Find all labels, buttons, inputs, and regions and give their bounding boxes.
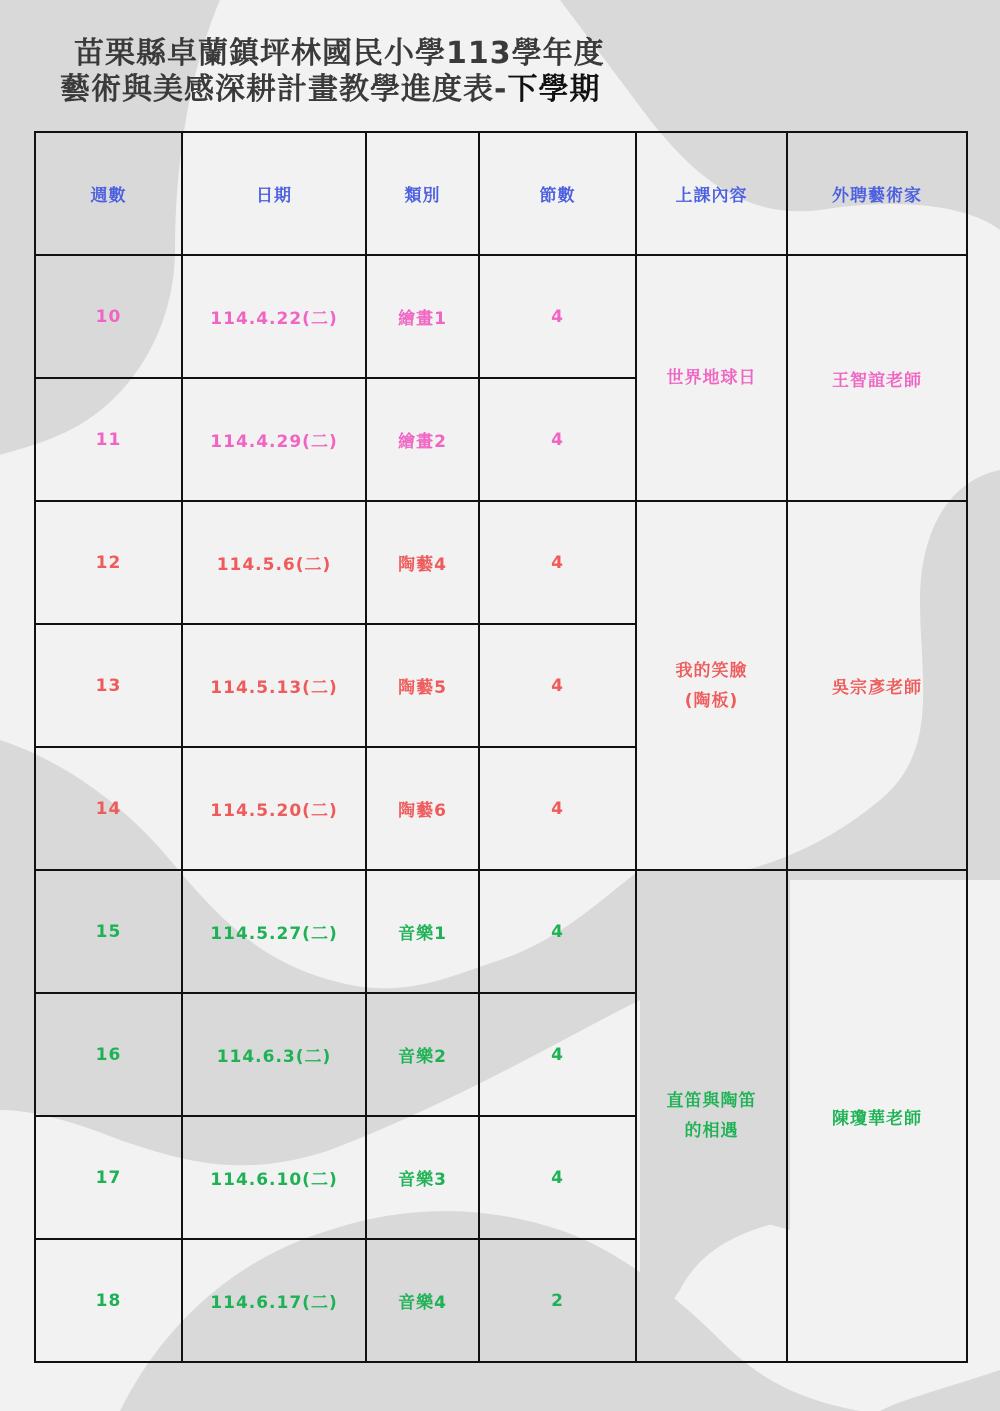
table-row	[35, 501, 967, 624]
page-title	[60, 36, 605, 108]
table-header-row	[35, 132, 967, 255]
category-cell: 陶藝4	[366, 501, 479, 624]
content-line-1: 我的笑臉	[675, 660, 748, 681]
header-week: 週數	[35, 132, 182, 255]
title-line-2	[60, 72, 605, 108]
category-cell: 音樂2	[366, 993, 479, 1116]
periods-cell: 4	[479, 501, 636, 624]
category-cell: 音樂1	[366, 870, 479, 993]
table-row	[35, 255, 967, 378]
week-cell: 10	[35, 255, 182, 378]
category-cell: 音樂4	[366, 1239, 479, 1362]
week-cell: 18	[35, 1239, 182, 1362]
header-category: 類別	[366, 132, 479, 255]
week-cell: 15	[35, 870, 182, 993]
category-cell: 陶藝5	[366, 624, 479, 747]
artist-cell: 吳宗彥老師	[787, 501, 967, 870]
periods-cell: 4	[479, 255, 636, 378]
week-cell: 12	[35, 501, 182, 624]
header-content: 上課內容	[636, 132, 787, 255]
header-artist: 外聘藝術家	[787, 132, 967, 255]
date-cell: 114.4.29(二)	[182, 378, 366, 501]
periods-cell: 4	[479, 378, 636, 501]
category-cell: 陶藝6	[366, 747, 479, 870]
periods-cell: 4	[479, 624, 636, 747]
table-row	[35, 870, 967, 993]
week-cell: 13	[35, 624, 182, 747]
content-line-1: 世界地球日	[666, 368, 757, 388]
content-cell	[636, 870, 787, 1362]
date-cell: 114.6.3(二)	[182, 993, 366, 1116]
date-cell: 114.6.10(二)	[182, 1116, 366, 1239]
date-cell: 114.4.22(二)	[182, 255, 366, 378]
date-cell: 114.5.13(二)	[182, 624, 366, 747]
periods-cell: 4	[479, 1116, 636, 1239]
date-cell: 114.5.20(二)	[182, 747, 366, 870]
header-periods: 節數	[479, 132, 636, 255]
content-line-2: 的相遇	[684, 1121, 739, 1141]
category-cell: 繪畫1	[366, 255, 479, 378]
header-date: 日期	[182, 132, 366, 255]
category-cell: 音樂3	[366, 1116, 479, 1239]
schedule-table	[34, 131, 968, 1363]
date-cell: 114.5.6(二)	[182, 501, 366, 624]
content-line-1: 直笛與陶笛	[666, 1091, 757, 1111]
content-cell	[636, 255, 787, 501]
content-line-2: (陶板)	[684, 690, 739, 711]
category-cell: 繪畫2	[366, 378, 479, 501]
week-cell: 16	[35, 993, 182, 1116]
title-line-1: 苗栗縣卓蘭鎮坪林國民小學113學年度	[74, 36, 605, 71]
artist-cell: 王智誼老師	[787, 255, 967, 501]
date-cell: 114.6.17(二)	[182, 1239, 366, 1362]
title-semester: 下學期	[507, 72, 601, 107]
week-cell: 11	[35, 378, 182, 501]
content-cell	[636, 501, 787, 870]
periods-cell: 4	[479, 747, 636, 870]
periods-cell: 4	[479, 870, 636, 993]
artist-cell: 陳瓊華老師	[787, 870, 967, 1362]
title-line-2-main: 藝術與美感深耕計畫教學進度表-	[60, 72, 508, 107]
periods-cell: 2	[479, 1239, 636, 1362]
week-cell: 17	[35, 1116, 182, 1239]
periods-cell: 4	[479, 993, 636, 1116]
week-cell: 14	[35, 747, 182, 870]
date-cell: 114.5.27(二)	[182, 870, 366, 993]
